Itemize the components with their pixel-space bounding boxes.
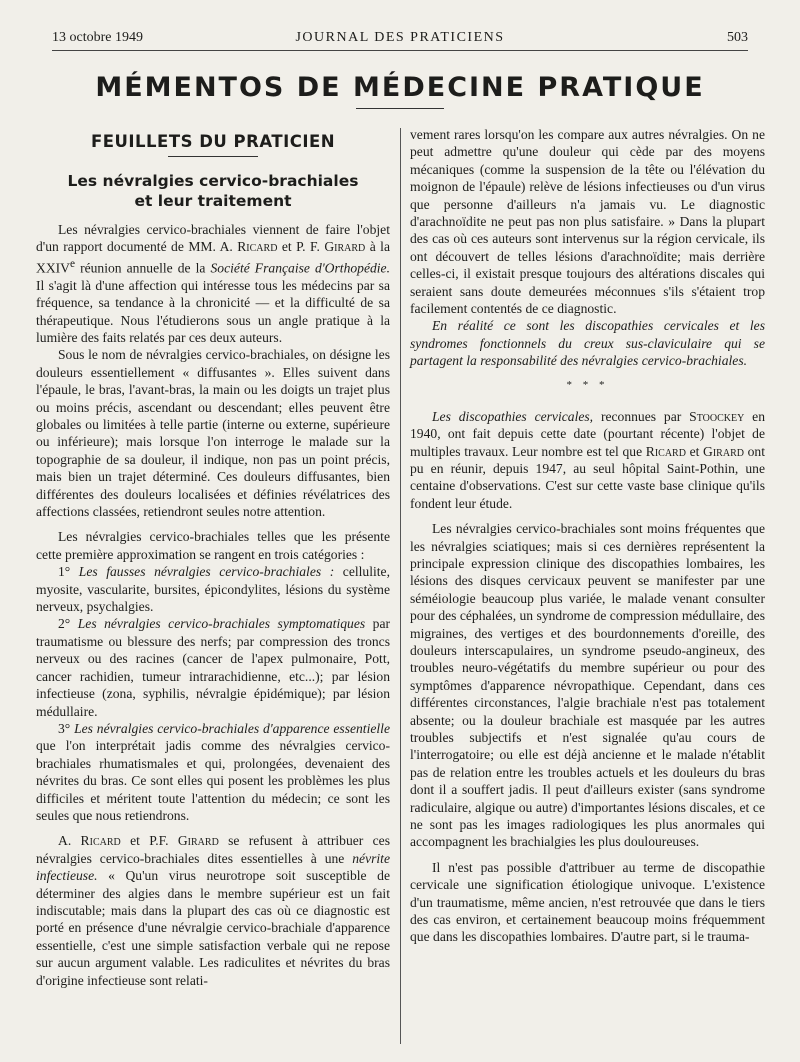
issue-date: 13 octobre 1949 bbox=[52, 30, 143, 45]
running-head bbox=[52, 28, 748, 48]
category-2: 2° Les névralgies cervico-brachiales symptomatiques par traumatisme ou blessure des nerfs; par compression des troncs nerveux ou des racines (cancer de l'apex pulmonaire, Pott, cancer rachidien, tumeur intrarachidienne, etc...); par lésion infectieuse (zona, syphilis, névralgie épidémique); par lésion médullaire. bbox=[36, 616, 391, 719]
paragraph-etiology: Il n'est pas possible d'attribuer au terme de discopathie cervicale une signification étiologique univoque. L'existence d'un traumatisme, même ancien, n'est retrouvée que dans le tiers des cas environ, et certainement beaucoup moins fréquemment que dans les discopathies lombaires. D'autre part, si le trauma- bbox=[410, 859, 765, 945]
paragraph-continued: vement rares lorsqu'on les compare aux autres névralgies. On ne peut admettre qu'une douleur qui cède par des moyens mécaniques (comme la suspension de la tête ou l'élévation du moignon de l'épaule) relève de lésions infectieuses ou d'un virus que personne d'ailleurs n'a jamais vu. Le diagnostic d'arachnoïdite ne peut pas non plus satisfaire. » Dans la plupart des cas où ces auteurs sont intervenus sur la région cervicale, ils ont découvert de telles lésions d'arachnoïdite; mais derrière celles-ci, il existait presque toujours des altérations discales qui seraient sans doute demeurées méconnues s'ils s'étaient trop facilement contentés de ce diagnostic. bbox=[410, 127, 765, 317]
journal-name: JOURNAL DES PRATICIENS bbox=[295, 30, 505, 45]
article-title-line-2: et leur traitement bbox=[134, 192, 292, 210]
paragraph-discopathies: Les discopathies cervicales, reconnues par Stoockey en 1940, ont fait depuis cette date (pourtant récente) l'objet de multiples travaux. Leur nombre est tel que Ricard et Girard ont pu en réunir, depuis 1947, au seul hôpital Saint-Pothin, une centaine d'observations. C'est sur cette vaste base clinique qu'ils fondent leur étude. bbox=[410, 408, 765, 511]
rubric-rule bbox=[168, 156, 258, 157]
rubric-heading: FEUILLETS DU PRATICIEN bbox=[90, 132, 336, 151]
article-title bbox=[36, 171, 390, 211]
author-name: Ricard bbox=[237, 239, 278, 255]
column-divider bbox=[400, 128, 401, 1044]
author-name: Ricard bbox=[645, 443, 686, 459]
section-title-rule bbox=[356, 108, 444, 109]
paragraph-intro: Les névralgies cervico-brachiales viennent de faire l'objet d'un rapport documenté de MM. A. Ricard et P. F. Girard à la XXIVe réunion annuelle de la Société Française d'Orthopédie. Il s'agit là d'une affection qui intéresse tous les médecins par sa fréquence, sa tendance à la chronicité — et la difficulté de sa thérapeutique. Nous l'étudierons sous un angle pratique à la lumière des faits relatés par ces deux auteurs. bbox=[36, 222, 390, 345]
section-title: MÉMENTOS DE MÉDECINE PRATIQUE bbox=[95, 72, 705, 103]
article-title-line-1: Les névralgies cervico-brachiales bbox=[67, 172, 359, 190]
header-rule bbox=[52, 50, 748, 51]
author-name: Stoockey bbox=[689, 408, 745, 424]
author-name: Girard bbox=[324, 239, 366, 255]
paragraph-conclusion: En réalité ce sont les discopathies cervicales et les syndromes fonctionnels du creux sus-claviculaire qui se partagent la responsabilité des névralgies cervico-brachiales. bbox=[410, 318, 765, 369]
left-column bbox=[36, 126, 390, 989]
paragraph-categories: Les névralgies cervico-brachiales telles que les présente cette première approximation se rangent en trois catégories : bbox=[36, 529, 390, 562]
author-name: Girard bbox=[703, 443, 744, 459]
author-name: Girard bbox=[177, 833, 219, 849]
society-name: Société Française d'Orthopédie. bbox=[210, 260, 390, 276]
section-break-asterism: * * * bbox=[566, 378, 609, 391]
right-column bbox=[410, 126, 765, 946]
paragraph-definition: Sous le nom de névralgies cervico-brachiales, on désigne les douleurs essentiellement « diffusantes ». Elles suivent dans l'épaule, le bras, l'avant-bras, la main ou les doigts un trajet plus ou moins précis, ascendant ou descendant; elles peuvent être globales ou limitées à telle partie (interne ou externe, supérieure ou inférieure); mais lorsque l'on interroge le malade sur la topographie de sa douleur, il indique, non pas un point précis, mais bien un trajet déterminé. Ces douleurs diffusantes, bien différentes des douleurs localisées et définies révélatrices des affections classées, retiendront seules notre attention. bbox=[36, 347, 390, 520]
paragraph-symptoms: Les névralgies cervico-brachiales sont moins fréquentes que les névralgies sciatiques; mais si ces dernières représentent la principale expression clinique des discopathies lombaires, les lésions des disques cervicaux peuvent se manifester par une séméiologie beaucoup plus variée, le malade venant consulter pour des céphalées, un syndrome de compression médullaire, des migraines, des vertiges et des bourdonnements d'oreille, des douleurs interscapulaires, un syndrome pseudo-angineux, des troubles neuro-végétatifs du membre supérieur ou pour des symptômes d'apparence névropathique. Cependant, dans ces différentes circonstances, l'algie brachiale n'est pas totalement absente; ou la douleur brachiale est masquée par les autres troubles subjectifs et n'est signalée qu'au cours de l'interrogatoire; ou elle est déjà ancienne et le malade n'établit pas de relation entre les troubles actuels et les douleurs du bras dont il a souffert jadis. Il peut d'ailleurs exister (sans syndrome radiculaire, algique ou autre) d'importantes lésions discales, et ce ne sont pas les images radiologiques les plus anormales qui accompagnent les brachialgies les plus douloureuses. bbox=[410, 521, 765, 850]
paragraph-authors-view: A. Ricard et P.F. Girard se refusent à attribuer ces névralgies cervico-brachiales dites essentielles à une névrite infectieuse. « Qu'un virus neurotrope soit susceptible de déterminer des algies dans le membre supérieur est un fait indiscutable; mais dans la plupart des cas où ce diagnostic est porté en présence d'une névralgie cervico-brachiale d'apparence essentielle, c'est une simple satisfaction verbale qui ne repose sur aucun argument valable. Les radiculites et névrites du bras d'origine infectieuse sont relati- bbox=[36, 833, 390, 988]
page-number: 503 bbox=[727, 30, 748, 45]
category-1: 1° Les fausses névralgies cervico-brachiales : cellulite, myosite, vascularite, bursites, épicondylites, lésions du système nerveux, psychalgies. bbox=[36, 564, 390, 615]
category-3: 3° Les névralgies cervico-brachiales d'apparence essentielle que l'on interprétait jadis comme des névralgies cervico-brachiales rhumatismales et qui, prolongées, devenaient des névrites du bras. Ce sont elles qui posent les problèmes les plus difficiles et méritent toute l'attention du médecin; ce sont les seules que nous retiendrons. bbox=[36, 720, 390, 823]
author-name: Ricard bbox=[80, 833, 121, 849]
